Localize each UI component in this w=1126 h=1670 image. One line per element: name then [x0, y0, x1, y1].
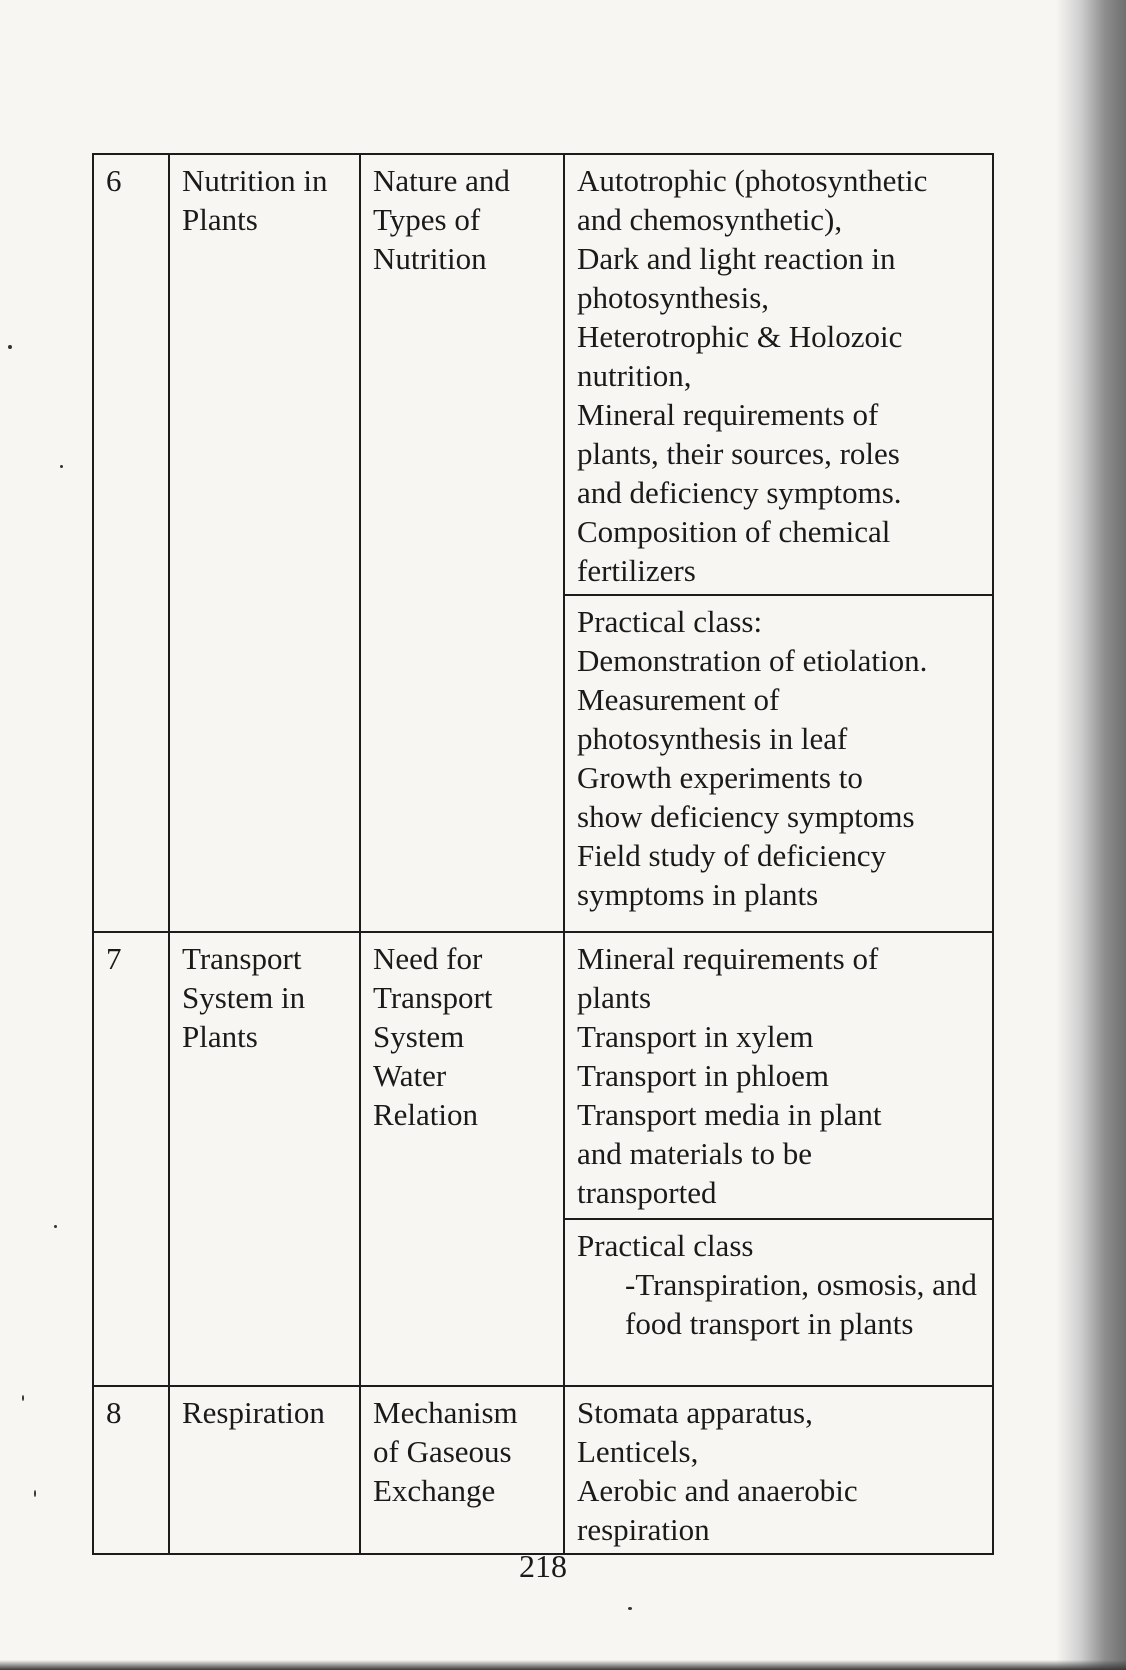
content-cell	[564, 1386, 993, 1554]
page-bottom-edge	[0, 1660, 1126, 1670]
content-line: Mineral requirements of	[577, 941, 879, 976]
content-line: plants	[577, 980, 652, 1015]
practical-line: show deficiency symptoms	[577, 799, 915, 834]
practical-line: Practical class:	[577, 604, 763, 639]
row-number-cell	[93, 932, 169, 1386]
table-row	[93, 932, 993, 1219]
subtopic-line: Mechanism	[373, 1395, 518, 1430]
practical-title: Practical class	[577, 1228, 754, 1263]
row-number: 7	[106, 941, 122, 976]
row-number-cell	[93, 1386, 169, 1554]
topic-line: Plants	[182, 202, 258, 237]
practical-line: Field study of deficiency	[577, 838, 887, 873]
page-gutter-shadow	[1056, 0, 1126, 1670]
subtopic-line: Relation	[373, 1097, 479, 1132]
table-row	[93, 1386, 993, 1554]
subtopic-line: Water	[373, 1058, 447, 1093]
practical-line: Measurement of	[577, 682, 780, 717]
scan-speck	[628, 1607, 632, 1610]
row-number: 6	[106, 163, 122, 198]
row-number-cell	[93, 154, 169, 932]
content-cell	[564, 154, 993, 595]
subtopic-line: Exchange	[373, 1473, 496, 1508]
scan-speck	[54, 1225, 57, 1228]
table-row	[93, 154, 993, 595]
content-line: and materials to be	[577, 1136, 812, 1171]
content-line: Transport media in plant	[577, 1097, 882, 1132]
content-line: and deficiency symptoms.	[577, 475, 902, 510]
subtopic-line: Types of	[373, 202, 481, 237]
practical-body: -Transpiration, osmosis, and food transport in plants	[625, 1267, 977, 1341]
page-number: 218	[519, 1548, 567, 1584]
practical-line: symptoms in plants	[577, 877, 819, 912]
content-line: Transport in xylem	[577, 1019, 814, 1054]
subtopic-line: Transport	[373, 980, 493, 1015]
subtopic-line: Nature and	[373, 163, 510, 198]
subtopic-line: System	[373, 1019, 465, 1054]
topic-line: Transport	[182, 941, 302, 976]
content-line: Composition of chemical	[577, 514, 891, 549]
content-line: photosynthesis,	[577, 280, 770, 315]
topic-line: System in	[182, 980, 306, 1015]
practical-cell	[564, 1219, 993, 1386]
content-line: plants, their sources, roles	[577, 436, 900, 471]
topic-line: Respiration	[182, 1395, 325, 1430]
content-line: nutrition,	[577, 358, 692, 393]
subtopic-cell	[360, 932, 564, 1386]
scan-speck	[22, 1395, 24, 1401]
content-line: Lenticels,	[577, 1434, 699, 1469]
subtopic-cell	[360, 154, 564, 932]
content-line: fertilizers	[577, 553, 696, 588]
content-line: Transport in phloem	[577, 1058, 830, 1093]
practical-cell	[564, 595, 993, 932]
content-line: Mineral requirements of	[577, 397, 879, 432]
practical-line: Demonstration of etiolation.	[577, 643, 928, 678]
scan-speck	[34, 1490, 36, 1497]
content-line: transported	[577, 1175, 717, 1210]
scan-speck	[8, 345, 12, 349]
subtopic-line: Nutrition	[373, 241, 487, 276]
practical-line: Growth experiments to	[577, 760, 863, 795]
topic-cell	[169, 932, 360, 1386]
subtopic-line: of Gaseous	[373, 1434, 512, 1469]
scan-speck	[60, 465, 63, 468]
topic-cell	[169, 154, 360, 932]
syllabus-table	[92, 153, 994, 1555]
content-line: Aerobic and anaerobic	[577, 1473, 858, 1508]
practical-line: photosynthesis in leaf	[577, 721, 848, 756]
content-line: Heterotrophic & Holozoic	[577, 319, 903, 354]
content-line: Autotrophic (photosynthetic	[577, 163, 928, 198]
subtopic-cell	[360, 1386, 564, 1554]
content-line: respiration	[577, 1512, 710, 1547]
content-cell	[564, 932, 993, 1219]
row-number: 8	[106, 1395, 122, 1430]
content-line: and chemosynthetic),	[577, 202, 843, 237]
content-line: Stomata apparatus,	[577, 1395, 813, 1430]
content-line: Dark and light reaction in	[577, 241, 896, 276]
subtopic-line: Need for	[373, 941, 483, 976]
topic-line: Nutrition in	[182, 163, 328, 198]
topic-line: Plants	[182, 1019, 258, 1054]
topic-cell	[169, 1386, 360, 1554]
